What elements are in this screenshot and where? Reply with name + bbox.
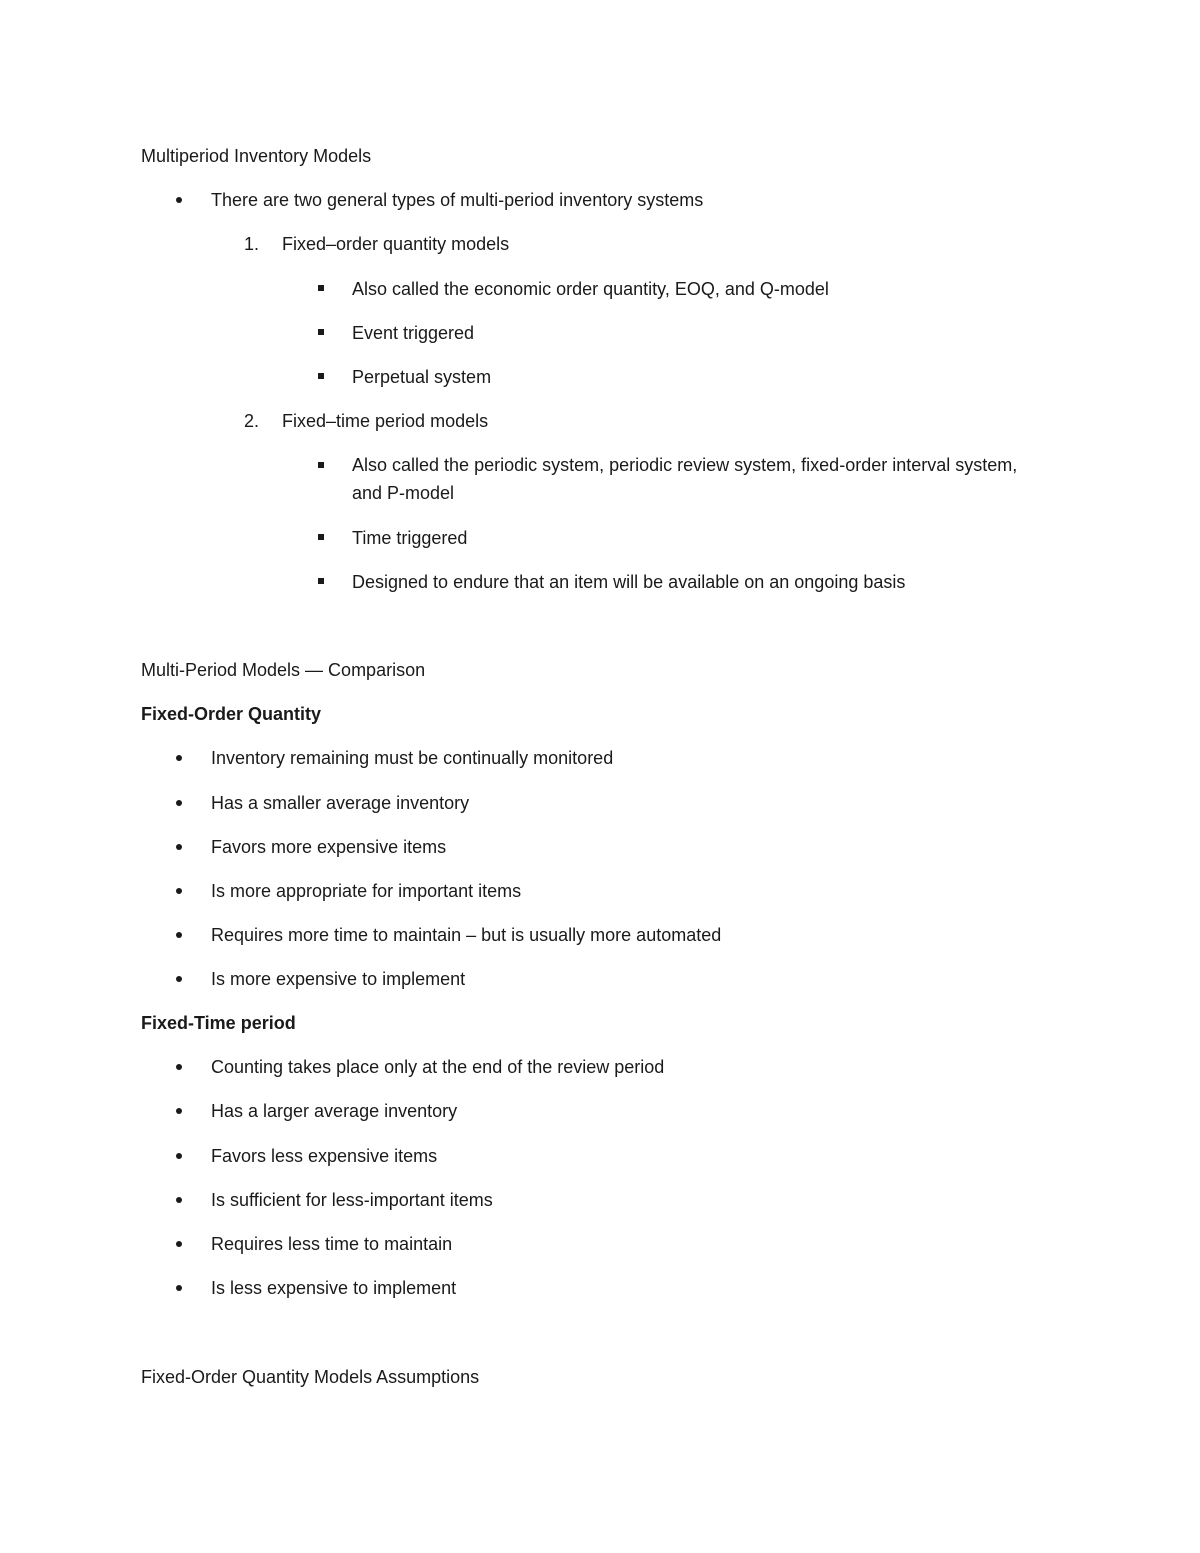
section-title-multiperiod: Multiperiod Inventory Models <box>141 146 372 166</box>
bullet-icon <box>176 1241 182 1247</box>
bullet-icon <box>176 976 182 982</box>
section-title-comparison: Multi-Period Models — Comparison <box>141 660 426 680</box>
section-title-assumptions: Fixed-Order Quantity Models Assumptions <box>141 1367 480 1387</box>
list-item: Is sufficient for less-important items <box>211 1190 493 1210</box>
list-item: Also called the economic order quantity, EOQ, and Q-model <box>352 279 829 299</box>
bullet-icon <box>176 1108 182 1114</box>
bullet-icon <box>176 755 182 761</box>
type-label: Fixed–order quantity models <box>282 234 510 254</box>
list-item: Is more expensive to implement <box>211 969 466 989</box>
bullet-icon <box>176 1197 182 1203</box>
square-bullet-icon <box>318 578 324 584</box>
bullet-icon <box>176 1064 182 1070</box>
list-item: Requires less time to maintain <box>211 1234 453 1254</box>
intro-text: There are two general types of multi-period inventory systems <box>211 190 704 210</box>
list-item: Is more appropriate for important items <box>211 881 522 901</box>
square-bullet-icon <box>318 462 324 468</box>
list-item: Is less expensive to implement <box>211 1278 457 1298</box>
square-bullet-icon <box>318 329 324 335</box>
list-item: Favors more expensive items <box>211 837 447 857</box>
list-item: Inventory remaining must be continually monitored <box>211 748 614 768</box>
list-item: Counting takes place only at the end of the review period <box>211 1057 665 1077</box>
bullet-icon <box>176 197 182 203</box>
list-item: Has a smaller average inventory <box>211 793 470 813</box>
square-bullet-icon <box>318 285 324 291</box>
group-heading: Fixed-Order Quantity <box>141 704 322 724</box>
list-item: Also called the periodic system, periodic review system, fixed-order interval system, and P-model <box>352 455 1018 503</box>
bullet-icon <box>176 888 182 894</box>
list-number: 1. <box>244 234 260 254</box>
type-label: Fixed–time period models <box>282 411 489 431</box>
square-bullet-icon <box>318 534 324 540</box>
list-item: Favors less expensive items <box>211 1146 438 1166</box>
square-bullet-icon <box>318 373 324 379</box>
bullet-icon <box>176 932 182 938</box>
list-item: Requires more time to maintain – but is usually more automated <box>211 925 722 945</box>
bullet-icon <box>176 1153 182 1159</box>
list-item: Designed to endure that an item will be available on an ongoing basis <box>352 572 906 592</box>
bullet-icon <box>176 844 182 850</box>
list-item: Perpetual system <box>352 367 492 387</box>
bullet-icon <box>176 800 182 806</box>
list-number: 2. <box>244 411 260 431</box>
list-item: Time triggered <box>352 528 468 548</box>
list-item: Has a larger average inventory <box>211 1101 458 1121</box>
list-item: Event triggered <box>352 323 475 343</box>
group-heading: Fixed-Time period <box>141 1013 296 1033</box>
bullet-icon <box>176 1285 182 1291</box>
